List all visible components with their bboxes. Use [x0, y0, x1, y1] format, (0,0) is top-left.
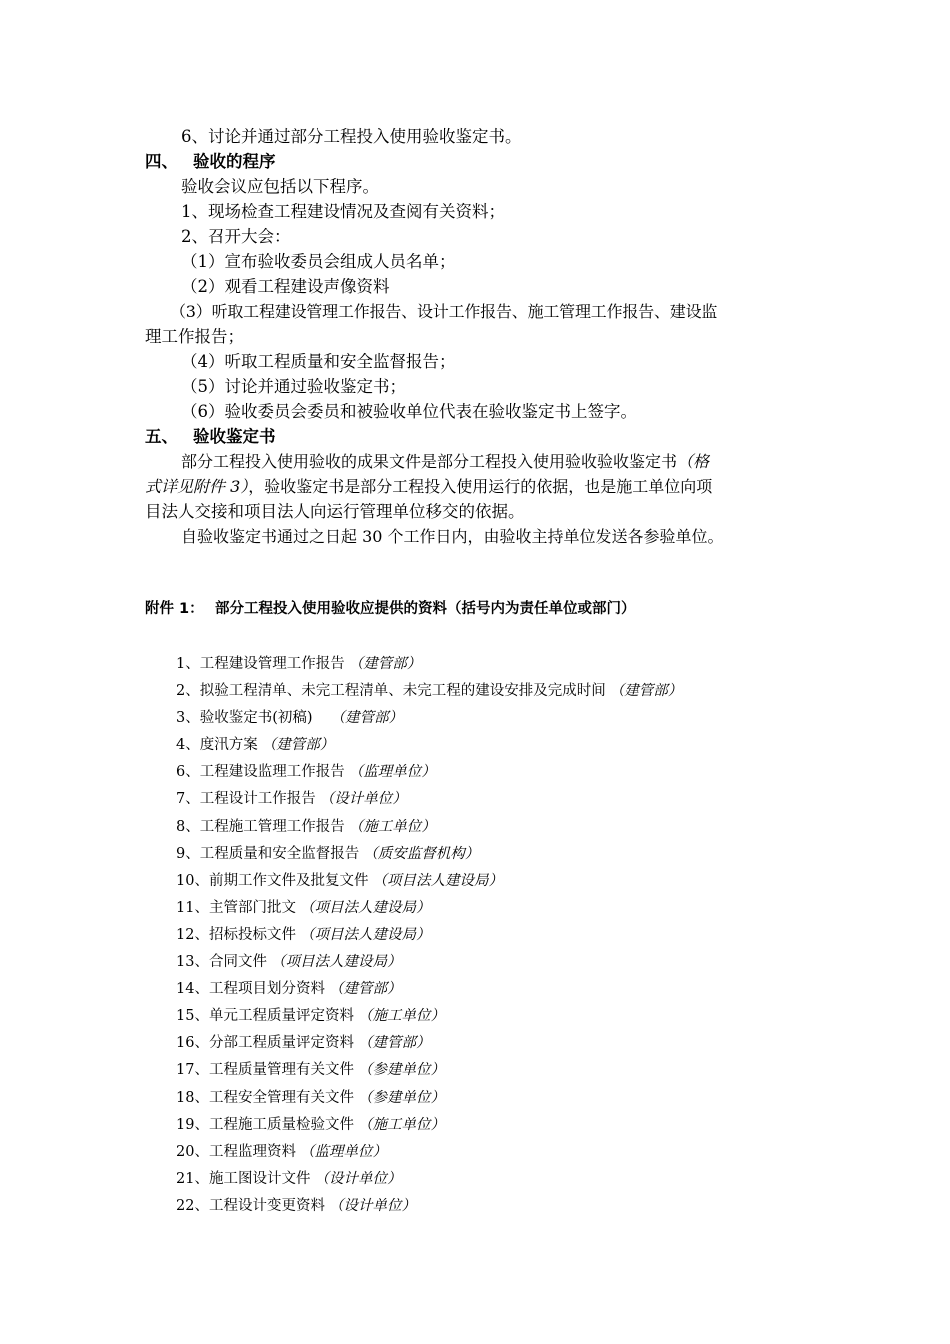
- section-4-step-2: 2、召开大会：: [181, 227, 291, 246]
- list-item-text: 18、工程安全管理有关文件: [176, 1089, 354, 1106]
- list-item-text: 2、拟验工程清单、未完工程清单、未完工程的建设安排及完成时间: [176, 683, 606, 700]
- list-item-dept: （项目法人建设局）: [299, 899, 431, 916]
- list-item-dept: （建管部）: [261, 737, 335, 754]
- list-item-dept: （项目法人建设局）: [270, 954, 402, 971]
- item-6-line: 6、讨论并通过部分工程投入使用验收鉴定书。: [181, 127, 522, 146]
- section-4-sub-3-line-b: 理工作报告；: [145, 327, 244, 346]
- appendix-title-text: 部分工程投入使用验收应提供的资料（括号内为责任单位或部门）: [215, 601, 636, 617]
- section-5-paragraph-1-line-c: 目法人交接和项目法人向运行管理单位移交的依据。: [145, 502, 525, 521]
- list-item-text: 1、工程建设管理工作报告: [176, 656, 345, 672]
- section-5-number: 五、: [145, 427, 178, 446]
- list-item: [176, 949, 682, 976]
- section-4-sub-2: （2）观看工程建设声像资料: [181, 277, 390, 296]
- list-item: [176, 868, 682, 895]
- list-item-text: 9、工程质量和安全监督报告: [176, 845, 360, 862]
- list-item-text: 15、单元工程质量评定资料: [176, 1008, 354, 1025]
- list-item-dept: （监理单位）: [348, 764, 436, 781]
- list-item: [176, 1085, 682, 1112]
- section-4-intro: 验收会议应包括以下程序。: [181, 177, 379, 196]
- list-item: [176, 1139, 682, 1166]
- list-item: [176, 895, 682, 922]
- list-item-dept: （施工单位）: [357, 1008, 445, 1025]
- list-item-text: 8、工程施工管理工作报告: [176, 818, 345, 835]
- list-item: [176, 814, 682, 841]
- list-item-text: 16、分部工程质量评定资料: [176, 1035, 354, 1052]
- list-item-text: 22、工程设计变更资料: [176, 1197, 325, 1214]
- list-item: [176, 1193, 682, 1220]
- list-item-text: 20、工程监理资料: [176, 1143, 296, 1160]
- list-item: [176, 1030, 682, 1057]
- appendix-list: [176, 651, 682, 1220]
- list-item-text: 6、工程建设监理工作报告: [176, 764, 345, 781]
- list-item-dept: （建管部）: [330, 710, 404, 727]
- list-item-dept: （建管部）: [348, 656, 422, 672]
- list-item: [176, 1112, 682, 1139]
- list-item: [176, 976, 682, 1003]
- list-item-text: 21、施工图设计文件: [176, 1170, 311, 1187]
- section-4-step-1: 1、现场检查工程建设情况及查阅有关资料；: [181, 202, 505, 221]
- section-5-p1-text-a: 部分工程投入使用验收的成果文件是部分工程投入使用验收验收鉴定书: [181, 452, 678, 471]
- list-item-text: 4、度汛方案: [176, 737, 258, 754]
- list-item: [176, 841, 682, 868]
- list-item: [176, 759, 682, 786]
- section-4-number: 四、: [145, 152, 178, 171]
- list-item: [176, 705, 682, 732]
- list-item: [176, 1057, 682, 1084]
- section-4-sub-5: （5）讨论并通过验收鉴定书；: [181, 377, 406, 396]
- section-5-paragraph-2: 自验收鉴定书通过之日起 30 个工作日内，由验收主持单位发送各参验单位。: [181, 527, 724, 546]
- section-5-heading: [145, 425, 276, 449]
- section-5-paragraph-1-line-b: [145, 475, 712, 499]
- section-4-sub-4: （4）听取工程质量和安全监督报告；: [181, 352, 456, 371]
- section-5-p1-italic-a: （格: [677, 452, 710, 471]
- section-4-title: 验收的程序: [193, 152, 276, 171]
- section-4-sub-1: （1）宣布验收委员会组成人员名单；: [181, 252, 456, 271]
- list-item-text: 7、工程设计工作报告: [176, 791, 316, 808]
- list-item-text: 13、合同文件: [176, 954, 267, 971]
- list-item: [176, 651, 682, 678]
- list-item-dept: （施工单位）: [357, 1116, 445, 1133]
- list-item: [176, 922, 682, 949]
- list-item: [176, 678, 682, 705]
- list-item-dept: （建管部）: [328, 981, 402, 998]
- list-item-dept: （建管部）: [357, 1035, 431, 1052]
- list-item-dept: （设计单位）: [319, 791, 407, 808]
- section-4-sub-6: （6）验收委员会委员和被验收单位代表在验收鉴定书上签字。: [181, 402, 637, 421]
- section-4-heading: [145, 150, 276, 174]
- list-item-text: 10、前期工作文件及批复文件: [176, 872, 369, 889]
- list-item-dept: （建管部）: [609, 683, 683, 700]
- list-item: [176, 786, 682, 813]
- section-4-sub-3-line-a: （3）听取工程建设管理工作报告、设计工作报告、施工管理工作报告、建设监: [170, 302, 718, 321]
- section-5-paragraph-1-line-a: [181, 450, 709, 474]
- section-5-title: 验收鉴定书: [193, 427, 276, 446]
- list-item-dept: （设计单位）: [328, 1197, 416, 1214]
- list-item: [176, 1003, 682, 1030]
- list-item-text: 19、工程施工质量检验文件: [176, 1116, 354, 1133]
- appendix-title: [145, 598, 636, 620]
- list-item-text: 14、工程项目划分资料: [176, 981, 325, 998]
- list-item-text: 3、验收鉴定书(初稿): [176, 710, 313, 727]
- list-item: [176, 1166, 682, 1193]
- list-item-text: 11、主管部门批文: [176, 899, 296, 916]
- section-5-p1-text-b: ，验收鉴定书是部分工程投入使用运行的依据，也是施工单位向项: [248, 477, 713, 496]
- list-item-dept: （设计单位）: [314, 1170, 402, 1187]
- list-item-dept: （施工单位）: [348, 818, 436, 835]
- section-5-p1-italic-b: 式详见附件 3）: [145, 477, 249, 496]
- list-item: [176, 732, 682, 759]
- list-item-dept: （质安监督机构）: [363, 845, 480, 862]
- appendix-label: 附件 1：: [145, 601, 204, 617]
- list-item-dept: （项目法人建设局）: [372, 872, 503, 889]
- list-item-dept: （参建单位）: [357, 1089, 445, 1106]
- list-item-dept: （参建单位）: [357, 1062, 445, 1079]
- list-item-text: 17、工程质量管理有关文件: [176, 1062, 354, 1079]
- list-item-text: 12、招标投标文件: [176, 926, 296, 943]
- list-item-dept: （监理单位）: [299, 1143, 387, 1160]
- list-item-dept: （项目法人建设局）: [299, 926, 431, 943]
